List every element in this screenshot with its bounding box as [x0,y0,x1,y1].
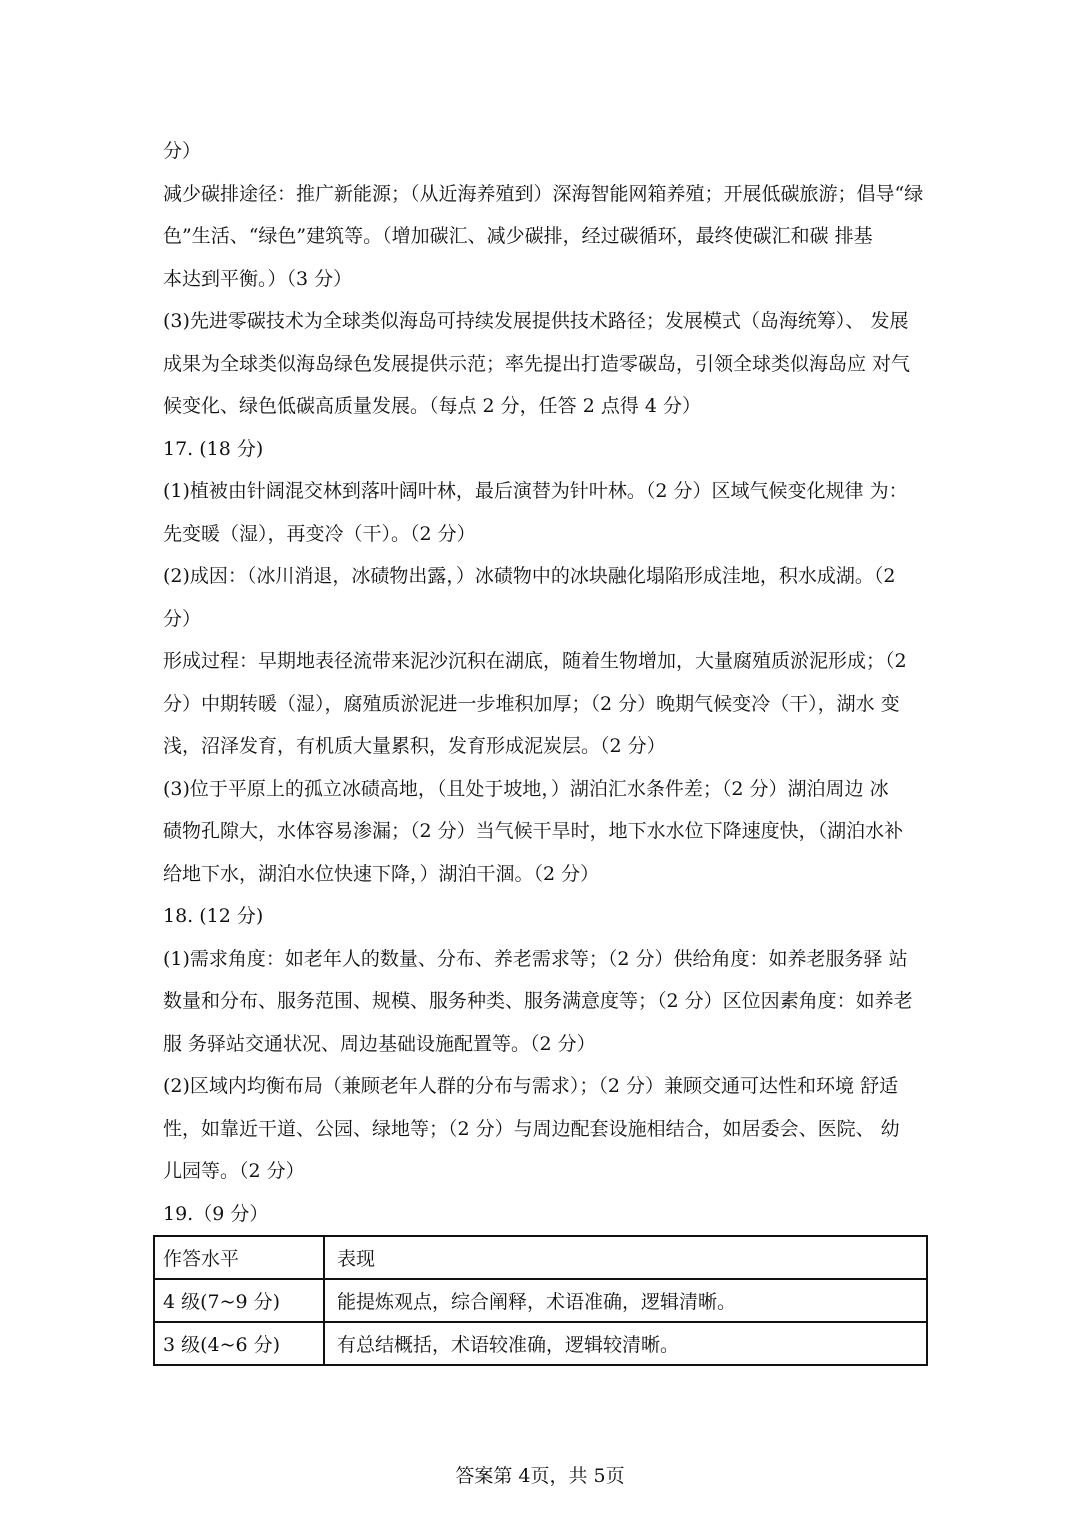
text-line: 分） [163,607,202,630]
table-header-row [154,1236,927,1279]
text-line: 色”生活、“绿色”建筑等。（增加碳汇、减少碳排，经过碳循环，最终使碳汇和碳 排基 [163,225,873,247]
question-heading-18: 18. (12 分) [163,905,264,927]
text-line: 儿园等。（2 分） [163,1160,305,1182]
text-line: 数量和分布、服务范围、规模、服务种类、服务满意度等；（2 分）区位因素角度：如养老 [163,990,913,1012]
table-cell: 能提炼观点，综合阐释，术语准确，逻辑清晰。 [324,1279,927,1322]
table-cell: 3 级(4~6 分) [154,1322,324,1365]
text-line: 性，如靠近干道、公园、绿地等；（2 分）与周边配套设施相结合，如居委会、医院、 幼 [163,1117,900,1140]
table-header-cell: 作答水平 [154,1236,324,1279]
page-footer: 答案第 4页，共 5页 [455,1465,625,1487]
text-line: (1)植被由针阔混交林到落叶阔叶林，最后演替为针叶林。（2 分）区域气候变化规律 为： [163,480,908,502]
text-line: (1)需求角度：如老年人的数量、分布、养老需求等；（2 分）供给角度：如养老服务驿 站 [163,947,908,970]
question-heading-19: 19.（9 分） [163,1202,269,1225]
text-line: 分）中期转暖（湿），腐殖质淤泥进一步堆积加厚；（2 分）晚期气候变冷（干），湖水 变 [163,692,900,715]
text-line: (2)成因：（冰川消退，冰碛物出露，）冰碛物中的冰块融化塌陷形成洼地，积水成湖。（2 [163,565,896,587]
text-line: 服 务驿站交通状况、周边基础设施配置等。（2 分） [163,1032,596,1055]
text-line: 形成过程：早期地表径流带来泥沙沉积在湖底，随着生物增加，大量腐殖质淤泥形成；（2 [163,650,907,672]
text-line: 碛物孔隙大，水体容易渗漏；（2 分）当气候干旱时，地下水水位下降速度快，（湖泊水补 [163,820,904,842]
table-cell: 4 级(7~9 分) [154,1279,324,1322]
scoring-table [153,1235,928,1366]
text-line: 先变暖（湿），再变冷（干）。（2 分） [163,522,476,545]
text-line: (3)先进零碳技术为全球类似海岛可持续发展提供技术路径；发展模式（岛海统筹）、 发展 [163,310,909,332]
text-line: 浅，沼泽发育，有机质大量累积，发育形成泥炭层。（2 分） [163,735,666,757]
answer-text-body [163,130,923,1235]
text-line: 减少碳排途径：推广新能源；（从近海养殖到）深海智能网箱养殖；开展低碳旅游；倡导“绿 [163,182,923,205]
table-row [154,1279,927,1322]
table-cell: 有总结概括，术语较准确，逻辑较清晰。 [324,1322,927,1365]
text-line: (3)位于平原上的孤立冰碛高地，（且处于坡地，）湖泊汇水条件差；（2 分）湖泊周边 冰 [163,777,889,800]
text-line: 本达到平衡。）（3 分） [163,267,353,290]
text-line: 候变化、绿色低碳高质量发展。（每点 2 分，任答 2 点得 4 分） [163,395,702,417]
text-line: 给地下水，湖泊水位快速下降，）湖泊干涸。（2 分） [163,862,600,885]
text-line: 成果为全球类似海岛绿色发展提供示范；率先提出打造零碳岛，引领全球类似海岛应 对气 [163,352,911,375]
text-line: (2)区域内均衡布局（兼顾老年人群的分布与需求）；（2 分）兼顾交通可达性和环境 舒适 [163,1075,899,1097]
text-line: 分） [163,140,202,162]
table-header-cell: 表现 [324,1236,927,1279]
question-heading-17: 17. (18 分) [163,437,264,460]
table-row [154,1322,927,1365]
